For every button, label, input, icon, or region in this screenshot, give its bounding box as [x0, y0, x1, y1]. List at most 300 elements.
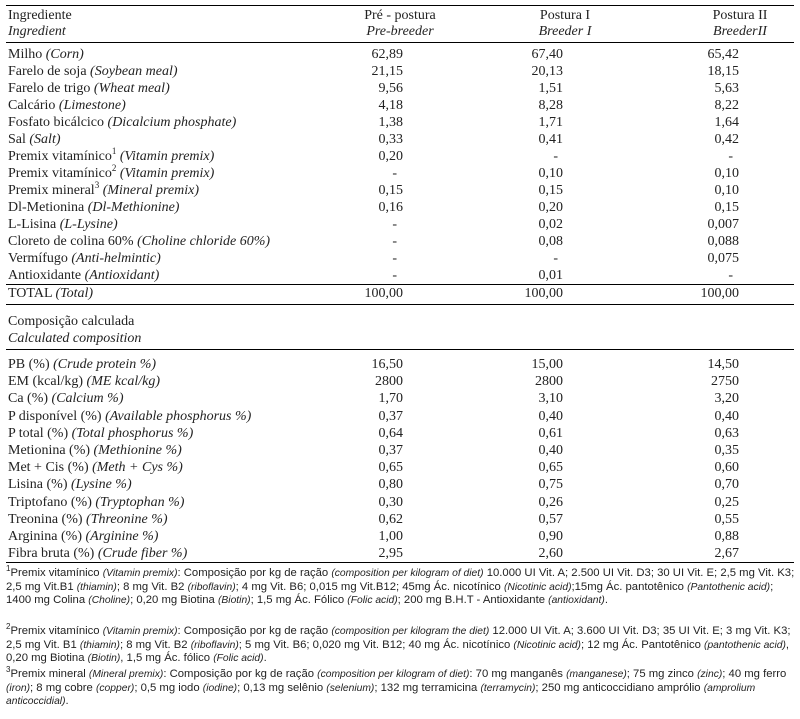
ingredient-value: 0,15: [538, 183, 563, 198]
composition-cell: [345, 511, 465, 528]
composition-label-pt: EM (kcal/kg): [8, 374, 84, 390]
composition-label-pt: Fibra bruta (%): [8, 546, 95, 562]
composition-value: 1,70: [378, 391, 403, 407]
composition-value: 0,30: [378, 494, 403, 510]
footnote-text: , 0,20 mg Biotina: [6, 638, 790, 665]
footnote-text: .: [65, 695, 69, 708]
composition-cell: [681, 511, 800, 528]
ingredient-cell: [681, 80, 800, 97]
composition-label-en: (Available phosphorus %): [105, 408, 252, 424]
ingredient-row: [8, 250, 794, 267]
composition-label: [8, 511, 168, 528]
composition-row: [8, 494, 794, 511]
ingredient-value: 0,10: [714, 183, 739, 198]
ingredient-label-en: (Vitamin premix): [119, 166, 215, 181]
composition-value: 0,90: [538, 529, 563, 544]
ingredient-cell: [345, 182, 465, 199]
header-breeder-2-pt: Postura II: [712, 8, 768, 23]
ingredient-label: [8, 63, 178, 80]
ingredient-cell: [345, 97, 465, 114]
composition-cell: [506, 390, 626, 407]
ingredient-value: 0,007: [707, 217, 739, 232]
composition-value: 0,61: [538, 425, 563, 441]
ingredient-label-pt: Sal: [8, 132, 26, 147]
ingredient-value: 62,89: [371, 47, 403, 62]
footnote-text: : 70 mg manganês: [469, 668, 567, 680]
ingredient-value: 0,10: [714, 166, 739, 181]
ingredient-label: [8, 165, 214, 182]
composition-label-pt: P total (%): [8, 425, 69, 441]
ingredient-label-en: (Soybean meal): [90, 64, 178, 79]
composition-cell: [681, 442, 800, 459]
ingredient-cell: [681, 250, 800, 267]
footnote-text: ; 250 mg anticoccidiano amprólio: [535, 681, 704, 694]
ingredient-label-en: (Dicalcium phosphate): [107, 115, 237, 130]
ingredient-row: [8, 182, 794, 199]
composition-value: 2,60: [538, 546, 563, 562]
composition-cell: [345, 545, 465, 562]
footnote-text: Premix mineral: [10, 668, 89, 680]
ingredient-label-en: (Choline chloride 60%): [137, 234, 271, 249]
header-pre-breeder-pt: Pré - postura: [364, 8, 436, 23]
ingredient-value: 0,15: [714, 200, 739, 215]
ingredient-value: -: [392, 251, 397, 266]
footnote-text-en: (composition per kilogram the diet): [331, 626, 490, 637]
ingredient-label-pt: Premix vitamínico: [8, 166, 112, 181]
ingredient-row: [8, 63, 794, 80]
footnote-text-en: (copper): [95, 682, 135, 694]
total-label-en: (Total): [55, 286, 94, 301]
ingredient-cell: [506, 233, 626, 250]
footnote-number: 2: [6, 622, 11, 631]
composition-label-en: (Calcium %): [51, 391, 124, 407]
footnote-text-en: (terramycin): [480, 682, 536, 694]
total-bottom-rule: [6, 304, 794, 305]
ingredient-value: 0,42: [714, 132, 739, 147]
ingredient-value: 1,71: [538, 115, 563, 130]
composition-label-pt: Treonina (%): [8, 511, 83, 527]
composition-cell: [506, 528, 626, 545]
ingredient-cell: [506, 131, 626, 148]
footnote-text: ; 5 mg Vit. B6; 0,020 mg Vit. B12; 40 mg Ác. nicotínico: [238, 638, 514, 651]
composition-cell: [681, 528, 800, 545]
ingredient-value: -: [392, 234, 397, 249]
composition-label-en: (Threonine %): [86, 511, 168, 527]
composition-cell: [345, 528, 465, 545]
ingredient-row: [8, 165, 794, 182]
ingredient-label-en: (L-Lysine): [59, 217, 118, 232]
ingredient-value: 0,088: [707, 234, 739, 249]
footnote-text-en: (Vitamin premix): [102, 568, 178, 579]
composition-cell: [345, 476, 465, 493]
composition-value: 0,65: [538, 460, 563, 476]
ingredient-value: 1,38: [378, 115, 403, 130]
ingredient-value: 0,15: [378, 183, 403, 198]
total-breeder-1: [506, 285, 626, 302]
ingredient-label-pt: Premix vitamínico: [8, 149, 112, 164]
ingredient-row: [8, 97, 794, 114]
footnote-text: .: [263, 652, 267, 665]
ingredient-cell: [345, 63, 465, 80]
ingredient-cell: [506, 46, 626, 63]
composition-row: [8, 476, 794, 493]
ingredient-cell: [506, 199, 626, 216]
composition-row: [8, 442, 794, 459]
footnote-text-en: (Nicotinic acid): [513, 639, 581, 651]
ingredient-value: 0,01: [538, 268, 563, 283]
ingredient-cell: [506, 148, 626, 165]
ingredient-value: 8,22: [714, 98, 739, 113]
composition-value: 1,00: [378, 529, 403, 544]
ingredient-label-pt: L-Lisina: [8, 217, 57, 232]
composition-cell: [681, 476, 800, 493]
ingredient-cell: [506, 216, 626, 233]
composition-title-en: [8, 330, 141, 347]
header-breeder-1-en: Breeder I: [538, 24, 592, 39]
ingredient-cell: [681, 165, 800, 182]
composition-cell: [506, 476, 626, 493]
footnote-text-en: (iron): [6, 682, 31, 694]
composition-label: [8, 356, 156, 373]
composition-value: 3,10: [538, 391, 563, 407]
composition-cell: [345, 459, 465, 476]
footnote-number: 3: [6, 665, 11, 674]
composition-label-en: (Crude fiber %): [97, 546, 188, 562]
ingredient-value: 0,33: [378, 132, 403, 147]
composition-cell: [506, 425, 626, 442]
composition-row: [8, 390, 794, 407]
footnote-text: Premix vitamínico: [10, 625, 103, 637]
ingredient-value: 0,075: [707, 251, 739, 266]
composition-label: [8, 442, 182, 459]
ingredient-cell: [681, 148, 800, 165]
header-pre-breeder: [335, 8, 465, 40]
ingredient-cell: [681, 97, 800, 114]
ingredient-value: 21,15: [371, 64, 403, 79]
total-label-pt: TOTAL: [8, 286, 52, 301]
composition-label: [8, 528, 158, 545]
composition-value: 0,64: [378, 425, 403, 441]
ingredient-label: [8, 216, 118, 233]
header-breeder-1-pt: Postura I: [539, 8, 591, 23]
ingredient-label-pt: Farelo de soja: [8, 64, 87, 79]
composition-title: [8, 313, 134, 330]
composition-value: 0,88: [714, 529, 739, 544]
composition-cell: [345, 425, 465, 442]
composition-value: 0,70: [714, 477, 739, 493]
ingredient-label: [8, 131, 61, 148]
composition-cell: [506, 408, 626, 425]
composition-cell: [345, 494, 465, 511]
ingredient-cell: [681, 63, 800, 80]
ingredient-cell: [506, 165, 626, 182]
ingredient-row: [8, 114, 794, 131]
ingredient-row: [8, 46, 794, 63]
composition-cell: [506, 373, 626, 390]
ingredient-value: 65,42: [707, 47, 739, 62]
footnote-text-en: (Folic acid): [213, 653, 264, 665]
footnote-text-en: (Nicotinic acid): [503, 581, 572, 593]
composition-label: [8, 494, 184, 511]
ingredient-label: [8, 233, 270, 250]
composition-value: 0,25: [714, 494, 739, 510]
footnote-text-en: (riboflavin): [190, 639, 239, 651]
composition-cell: [681, 356, 800, 373]
footnote-text: : Composição por kg de ração: [163, 668, 318, 680]
header-breeder-2: [680, 8, 800, 40]
composition-row: [8, 356, 794, 373]
footnote-text-en: (iodine): [202, 682, 238, 694]
composition-cell: [506, 459, 626, 476]
header-ingredient-pt: Ingrediente: [8, 8, 72, 23]
composition-row: [8, 528, 794, 545]
footnote-marker: 2: [111, 163, 117, 173]
ingredient-row: [8, 267, 794, 284]
footnote-text-en: (thiamin): [76, 581, 117, 593]
ingredient-label: [8, 267, 159, 284]
composition-label-en: (Methionine %): [93, 443, 182, 458]
ingredient-label: [8, 250, 161, 267]
composition-value: 0,37: [378, 408, 403, 424]
footnote-text-en: (composition per kilogram of diet): [317, 669, 470, 680]
composition-value: 2,95: [378, 546, 403, 562]
composition-value: 0,40: [538, 443, 563, 458]
ingredient-cell: [345, 267, 465, 284]
footnote-text-en: (Pantothenic acid): [687, 581, 771, 593]
composition-label-en: (Crude protein %): [53, 357, 157, 372]
footnote: [6, 622, 796, 666]
ingredient-cell: [681, 199, 800, 216]
footnote-text-en: (antioxidant): [548, 595, 605, 607]
composition-value: 2,67: [714, 546, 739, 562]
ingredient-cell: [345, 148, 465, 165]
header-ingredient: [8, 8, 72, 40]
composition-cell: [681, 459, 800, 476]
composition-label: [8, 459, 183, 476]
footnote-text: : Composição por kg de ração: [177, 625, 332, 637]
total-value: 100,00: [524, 286, 563, 301]
composition-value: 0,57: [538, 511, 563, 527]
ingredient-cell: [345, 199, 465, 216]
composition-label-pt: PB (%): [8, 357, 50, 372]
footnote-text: .: [604, 594, 608, 607]
ingredient-label-pt: Premix mineral: [8, 183, 95, 198]
composition-cell: [506, 545, 626, 562]
composition-value: 0,26: [538, 494, 563, 510]
ingredient-value: 8,28: [538, 98, 563, 113]
footnote-text-en: (Folic acid): [347, 595, 398, 607]
composition-value: 2800: [535, 374, 563, 390]
ingredient-value: -: [553, 251, 558, 266]
ingredient-row: [8, 216, 794, 233]
ingredient-label: [8, 46, 84, 63]
composition-label: [8, 373, 160, 390]
ingredient-label-pt: Fosfato bicálcico: [8, 115, 105, 130]
ingredient-label-en: (Vitamin premix): [119, 149, 215, 164]
ingredient-value: 20,13: [531, 64, 563, 79]
footnote-text: ; 0,20 mg Biotina: [130, 594, 218, 607]
footnote-text-en: (amprolium anticoccidial): [6, 682, 756, 708]
composition-label: [8, 545, 187, 562]
ingredient-label-pt: Calcário: [8, 98, 56, 113]
composition-value: 0,35: [714, 443, 739, 458]
ingredient-label-en: (Mineral premix): [102, 183, 199, 198]
footnote-text-en: (Mineral premix): [88, 669, 164, 680]
composition-label-en: (Meth + Cys %): [92, 460, 183, 476]
ingredient-value: 0,41: [538, 132, 563, 147]
ingredient-value: 9,56: [378, 81, 403, 96]
ingredient-value: 18,15: [707, 64, 739, 79]
footnote-number: 1: [6, 564, 11, 573]
composition-label-en: (Lysine %): [70, 477, 132, 493]
ingredient-cell: [506, 114, 626, 131]
footnote-text: ; 4 mg Vit. B6; 0,015 mg Vit.B12; 45mg Ác. nicotínico: [235, 580, 504, 593]
ingredient-row: [8, 148, 794, 165]
ingredient-cell: [345, 216, 465, 233]
table-bottom-rule: [6, 562, 794, 563]
footnote-text-en: (riboflavin): [187, 581, 236, 593]
composition-title-en-text: Calculated composition: [8, 331, 142, 346]
composition-cell: [506, 511, 626, 528]
composition-cell: [681, 390, 800, 407]
composition-value: 0,55: [714, 511, 739, 527]
composition-label-pt: Lisina (%): [8, 477, 68, 493]
ingredient-cell: [681, 46, 800, 63]
composition-cell: [345, 408, 465, 425]
footnote: [6, 665, 796, 709]
ingredient-cell: [681, 267, 800, 284]
footnote-text: ; 0,13 mg selênio: [237, 681, 327, 694]
ingredient-label: [8, 182, 199, 199]
composition-label-en: (ME kcal/kg): [86, 374, 160, 390]
ingredient-value: -: [392, 217, 397, 232]
footnote-marker: 1: [111, 146, 117, 156]
composition-cell: [506, 494, 626, 511]
footnote-text: ; 8 mg Vit. B2: [119, 638, 191, 651]
footnote-text-en: (Biotin): [87, 653, 121, 665]
composition-cell: [345, 442, 465, 459]
footnote-text: ; 40 mg ferro: [722, 668, 787, 680]
ingredient-label: [8, 80, 170, 97]
footnote-text-en: (Biotin): [217, 595, 251, 607]
ingredient-label: [8, 97, 126, 114]
ingredient-value: -: [553, 149, 558, 164]
ingredient-value: 67,40: [531, 47, 563, 62]
table-top-rule: [6, 5, 794, 6]
composition-cell: [681, 494, 800, 511]
ingredient-cell: [345, 165, 465, 182]
ingredient-value: -: [728, 149, 733, 164]
composition-label-en: (Tryptophan %): [95, 494, 185, 510]
header-breeder-2-en: BreederII: [713, 24, 767, 39]
ingredient-cell: [506, 97, 626, 114]
footnote-text: ; 1400 mg Colina: [6, 580, 774, 607]
composition-label: [8, 408, 251, 425]
footnote-text-en: (zinc): [697, 669, 723, 680]
ingredient-value: 1,51: [538, 81, 563, 96]
ingredient-label-en: (Corn): [45, 47, 84, 62]
composition-value: 3,20: [714, 391, 739, 407]
composition-label: [8, 390, 123, 407]
footnote-text: ; 0,5 mg iodo: [134, 681, 203, 694]
ingredient-cell: [506, 80, 626, 97]
composition-value: 0,75: [538, 477, 563, 493]
ingredient-cell: [506, 182, 626, 199]
composition-cell: [681, 408, 800, 425]
total-value: 100,00: [700, 286, 739, 301]
ingredient-row: [8, 233, 794, 250]
ingredient-cell: [681, 131, 800, 148]
footnote-text-en: (pantothenic acid): [704, 639, 786, 651]
header-rule: [6, 42, 794, 43]
ingredient-cell: [681, 216, 800, 233]
composition-label-pt: P disponível (%): [8, 408, 102, 424]
composition-value: 2750: [711, 374, 739, 390]
ingredient-cell: [345, 250, 465, 267]
composition-cell: [681, 545, 800, 562]
footnote-text: ; 200 mg B.H.T - Antioxidante: [397, 594, 549, 607]
composition-value: 0,40: [538, 408, 563, 424]
ingredient-cell: [506, 267, 626, 284]
composition-cell: [345, 390, 465, 407]
ingredient-value: -: [728, 268, 733, 283]
composition-value: 0,80: [378, 477, 403, 493]
composition-label-pt: Triptofano (%): [8, 494, 92, 510]
ingredient-label-en: (Anti-helmintic): [71, 251, 161, 266]
total-row: [8, 285, 794, 302]
composition-value: 16,50: [371, 357, 403, 372]
ingredient-value: 0,02: [538, 217, 563, 232]
composition-label-pt: Ca (%): [8, 391, 49, 407]
footnote-text: 12.000 UI Vit. A; 3.600 UI Vit. D3; 35 UI Vit. E; 3 mg Vit. K3; 2,5 mg Vit. B1: [6, 625, 791, 651]
composition-value: 14,50: [707, 357, 739, 372]
ingredient-cell: [681, 233, 800, 250]
composition-label-pt: Arginina (%): [8, 529, 82, 544]
ingredient-value: -: [392, 268, 397, 283]
composition-cell: [681, 425, 800, 442]
footnote-text: ;15mg Ác. pantotênico: [571, 580, 688, 593]
composition-cell: [506, 356, 626, 373]
ingredient-cell: [506, 63, 626, 80]
composition-value: 2800: [375, 374, 403, 390]
composition-rule: [6, 349, 794, 350]
footnote-text-en: (Vitamin premix): [102, 626, 178, 637]
ingredient-cell: [345, 114, 465, 131]
footnote-text-en: (manganese): [566, 669, 627, 680]
ingredient-cell: [681, 114, 800, 131]
footnote-text-en: (Choline): [88, 595, 131, 607]
ingredient-label-pt: Dl-Metionina: [8, 200, 85, 215]
ingredient-value: 0,20: [378, 149, 403, 164]
composition-value: 0,40: [714, 408, 739, 424]
footnote-text: : Composição por kg de ração: [177, 567, 332, 579]
ingredient-row: [8, 131, 794, 148]
total-label: [8, 285, 93, 302]
footnote-text: ; 132 mg terramicina: [374, 681, 481, 694]
ingredient-label-en: (Limestone): [58, 98, 126, 113]
total-value: 100,00: [364, 286, 403, 301]
footnote-text-en: (selenium): [326, 682, 375, 694]
ingredient-value: 0,20: [538, 200, 563, 215]
ingredient-label-pt: Antioxidante: [8, 268, 82, 283]
ingredient-label-en: (Salt): [29, 132, 61, 147]
ingredient-value: 0,16: [378, 200, 403, 215]
footnote-text: ; 12 mg Ác. Pantotênico: [580, 638, 705, 651]
composition-value: 0,60: [714, 460, 739, 476]
ingredient-label: [8, 114, 236, 131]
footnote-text: ; 8 mg Vit. B2: [116, 580, 188, 593]
ingredient-row: [8, 199, 794, 216]
